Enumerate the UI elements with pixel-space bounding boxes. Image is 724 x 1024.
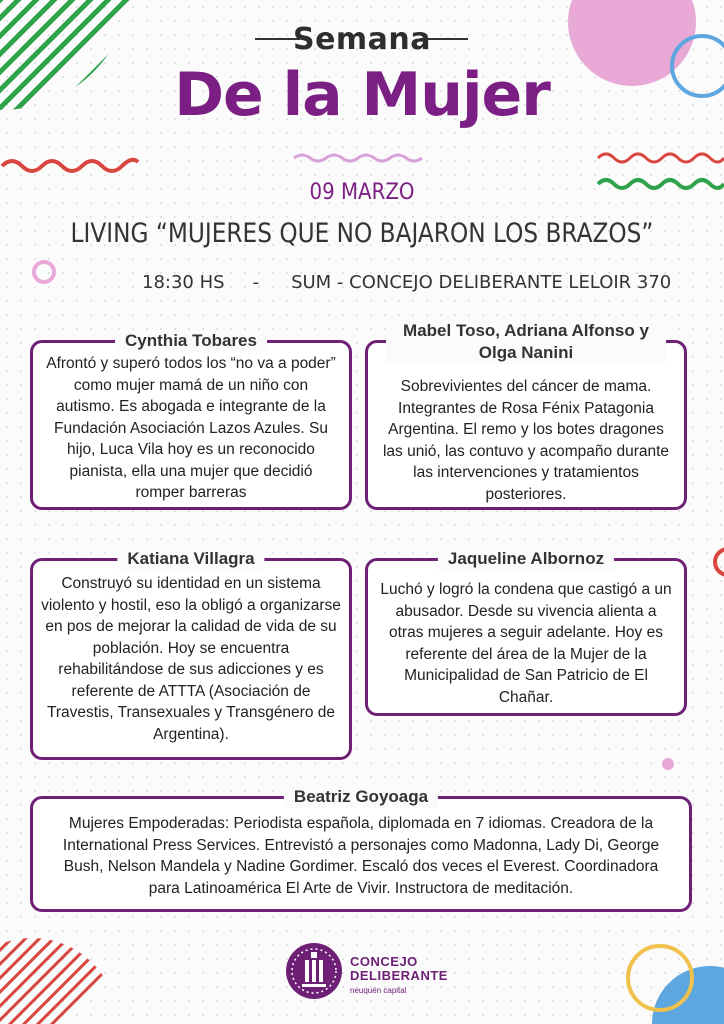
card-text: Construyó su identidad en un sistema violento y hostil, eso la obligó a organizarse en pos de mejorar la calidad de vida de su población. Hoy se encuentra rehabilitándose de sus adicciones y es referente de ATTTA (Asociación de Travestis, Transexuales y Transgénero de Argentina). [41, 575, 341, 743]
info-separator: - [252, 271, 260, 293]
card-title: Jaqueline Albornoz [438, 548, 614, 570]
event-time: 18:30 HS [142, 271, 225, 293]
red-half-ring-decoration [708, 542, 724, 582]
pink-dot-decoration [660, 756, 676, 772]
semana-heading: Semana [292, 22, 432, 57]
card-title: Mabel Toso, Adriana Alfonso y Olga Nanini [386, 320, 666, 364]
card-katiana-villagra [30, 549, 352, 760]
red-stripes-decoration [0, 936, 120, 1024]
card-cynthia-tobares [30, 331, 352, 510]
red-wave-right-decoration [596, 146, 724, 170]
logo-line-3: neuquén capital [350, 986, 407, 995]
event-date: 09 MARZO [309, 180, 415, 205]
red-wave-left-decoration [0, 148, 140, 178]
card-jaqueline-albornoz [365, 549, 687, 716]
card-text: Luchó y logró la condena que castigó a un abusador. Desde su vivencia alienta a otras mujeres a seguir adelante. Hoy es referente del área de la Mujer de la Municipalidad de San Patricio de El Chañar. [380, 581, 672, 706]
logo-line-2: DELIBERANTE [350, 968, 448, 983]
card-title: Cynthia Tobares [115, 330, 267, 352]
concejo-deliberante-logo-icon [285, 942, 343, 1000]
card-beatriz-goyoaga [30, 787, 692, 912]
logo-text [350, 955, 448, 995]
card-mabel-adriana-olga [365, 321, 687, 510]
card-text: Mujeres Empoderadas: Periodista española, diplomada en 7 idiomas. Creadora de la International Press Services. Entrevistó a personajes como Madonna, Lady Di, George Bush, Nelson Mandela y Nadine Gordimer. Escaló dos veces el Everest. Coordinadora para Latinoamérica El Arte de Vivir. Instructora de meditación. [62, 815, 660, 897]
event-info-row [130, 268, 672, 296]
event-location: SUM - CONCEJO DELIBERANTE LELOIR 370 [291, 271, 672, 293]
card-text: Sobrevivientes del cáncer de mama. Integrantes de Rosa Fénix Patagonia Argentina. El remo y los botes dragones las unió, las contuvo y acompaño durante las intervenciones y tratamientos posteriores. [382, 378, 670, 503]
pink-wave-decoration [292, 148, 432, 168]
event-title: LIVING “MUJERES QUE NO BAJARON LOS BRAZOS” [70, 218, 654, 249]
card-title: Katiana Villagra [117, 548, 264, 570]
card-title: Beatriz Goyoaga [284, 786, 438, 808]
logo-line-1: CONCEJO [350, 954, 418, 969]
yellow-ring-decoration [620, 938, 700, 1018]
pink-small-ring-decoration [30, 258, 60, 288]
page-title: De la Mujer [174, 60, 550, 130]
card-text: Afrontó y superó todos los “no va a poder” como mujer mamá de un niño con autismo. Es abogada e integrante de la Fundación Asociación Lazos Azules. Su hijo, Luca Vila hoy es un reconocido pianista, ella una mujer que decidió romper barreras [46, 355, 336, 501]
